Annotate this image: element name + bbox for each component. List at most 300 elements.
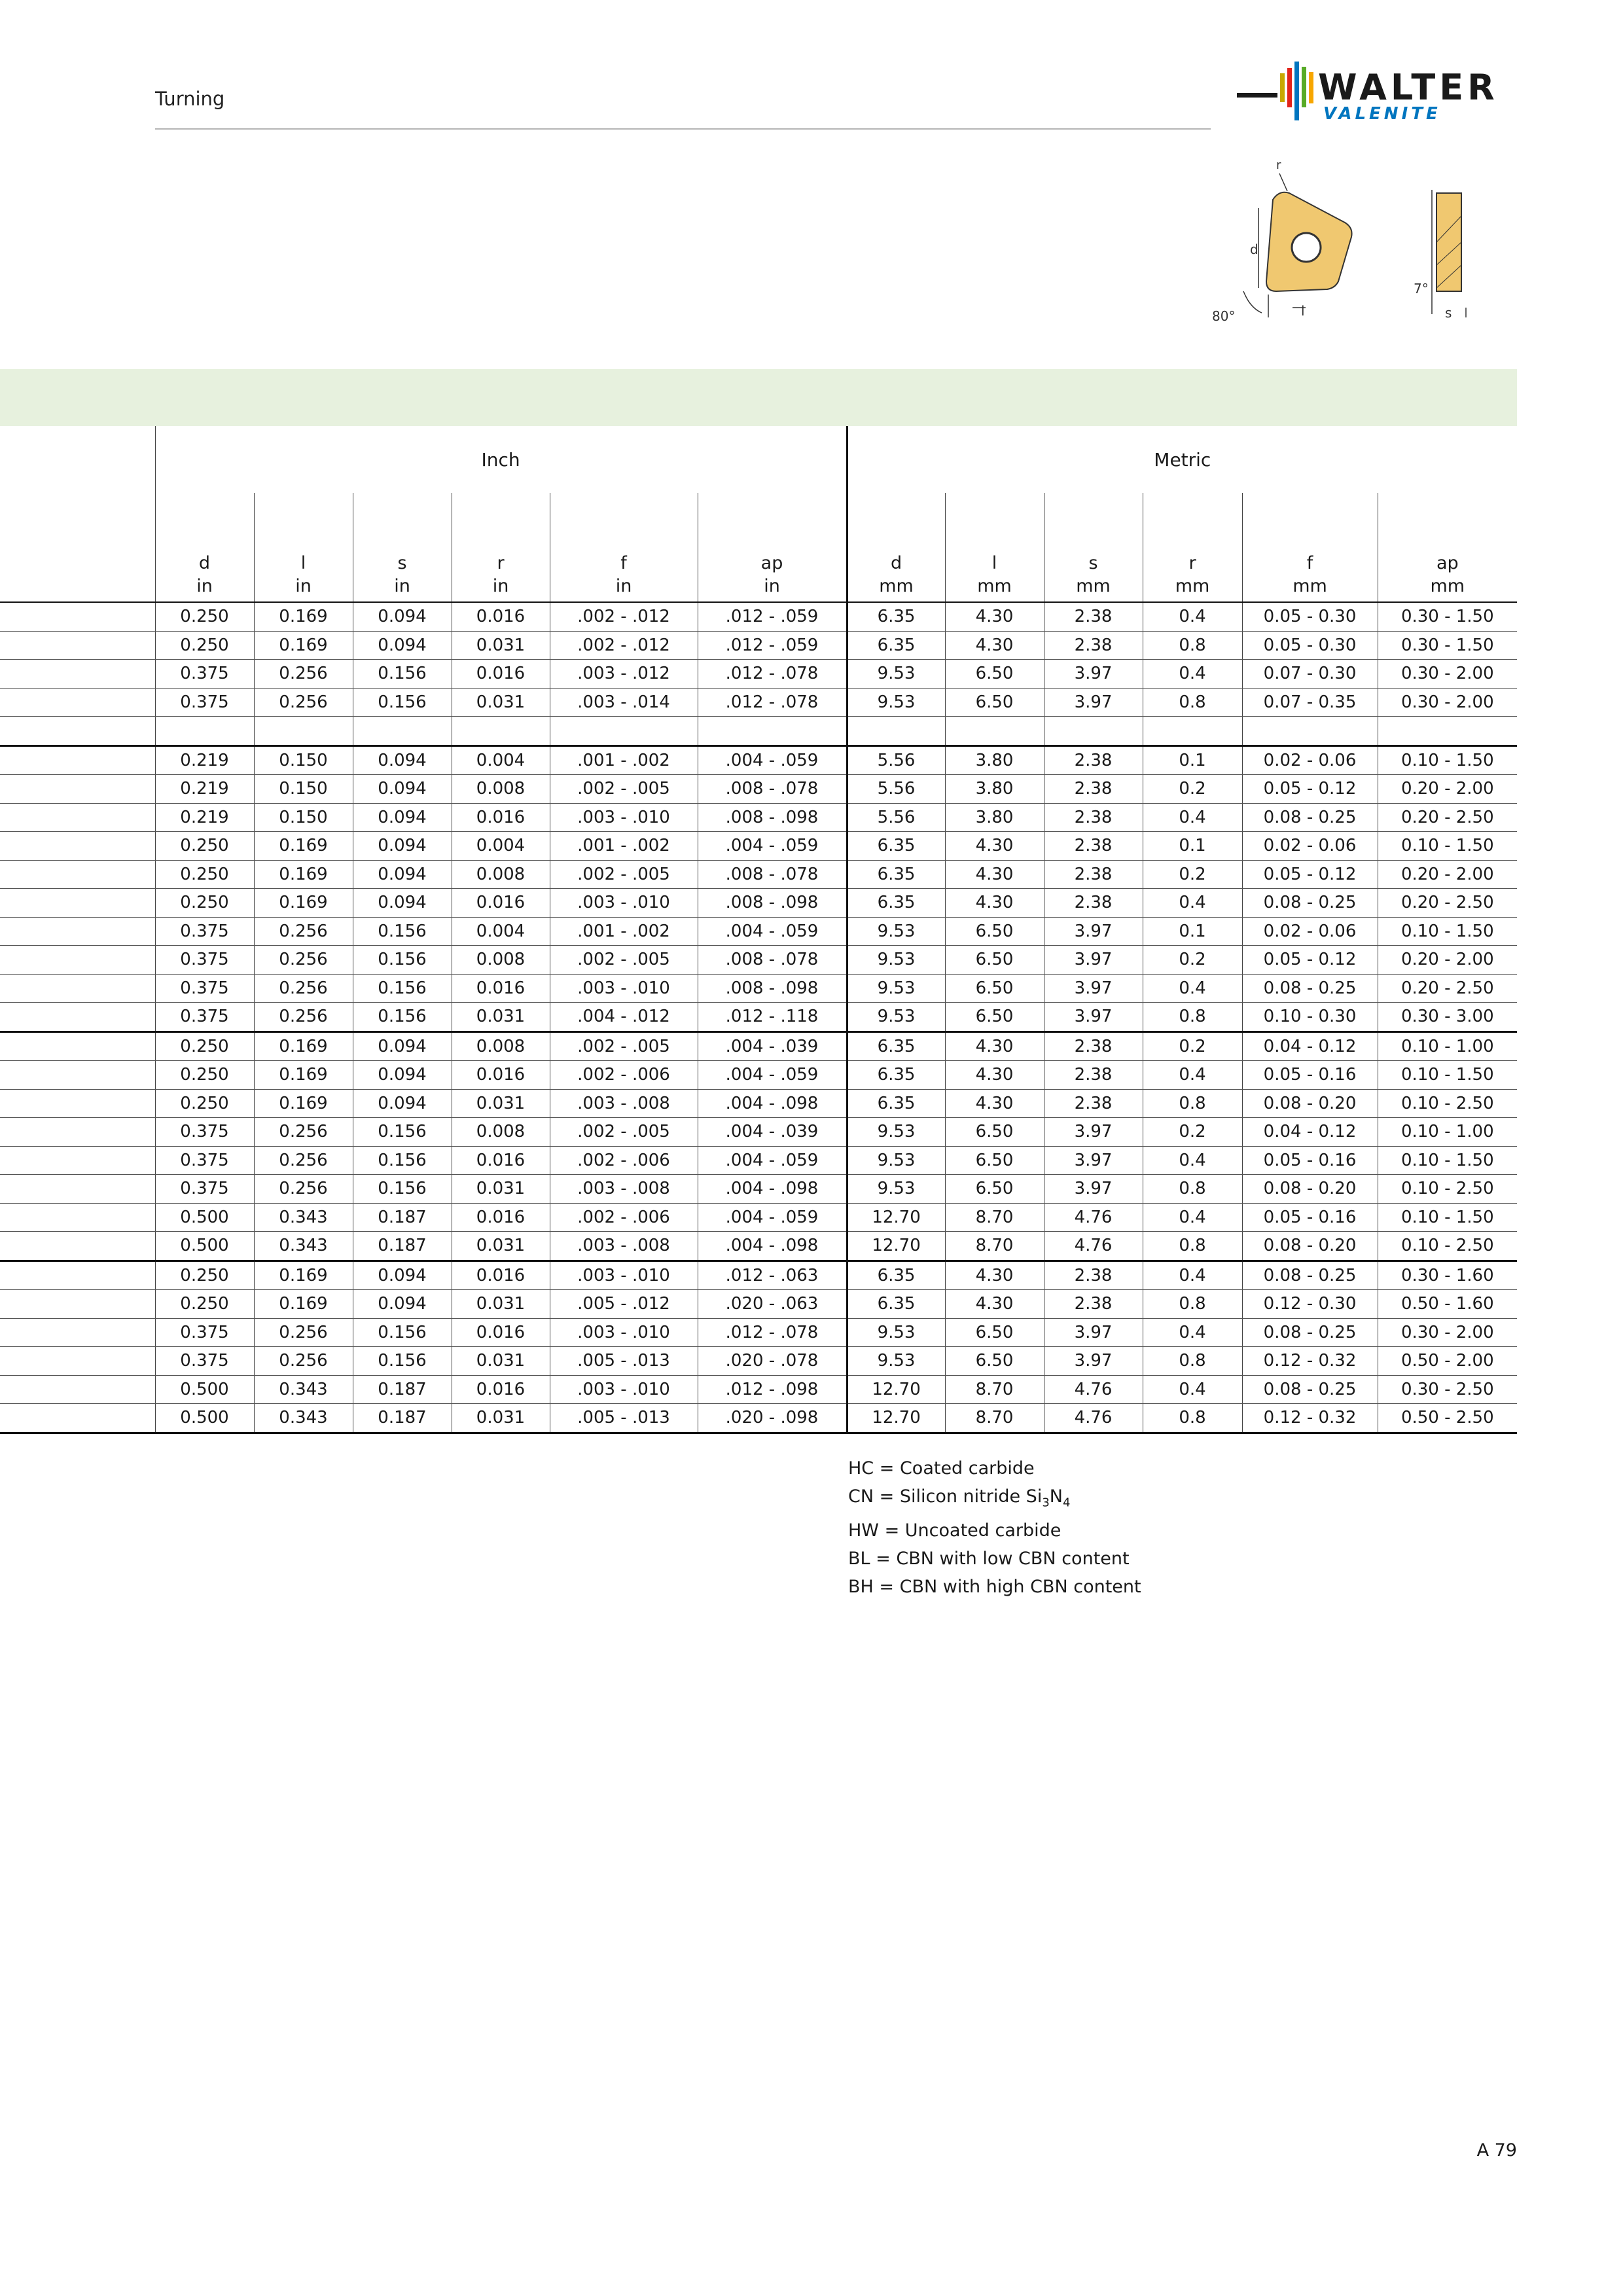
row-designation-cell <box>0 1318 155 1347</box>
table-cell: 0.2 <box>1143 860 1242 889</box>
table-cell <box>1143 717 1242 746</box>
table-cell: .004 - .039 <box>698 1031 847 1061</box>
table-cell: 0.094 <box>353 1261 452 1290</box>
table-cell: .012 - .078 <box>698 688 847 717</box>
table-cell: 0.016 <box>452 1146 550 1175</box>
table-cell: 0.12 - 0.32 <box>1242 1347 1378 1376</box>
column-header-d-in: d in <box>155 493 254 602</box>
table-cell: .003 - .010 <box>550 889 698 918</box>
table-cell <box>353 717 452 746</box>
table-cell: .001 - .002 <box>550 745 698 775</box>
table-cell: 0.30 - 1.60 <box>1378 1261 1517 1290</box>
table-cell: 0.156 <box>353 1003 452 1032</box>
table-cell: 0.20 - 2.50 <box>1378 803 1517 832</box>
table-cell: 3.97 <box>1044 1118 1143 1147</box>
table-cell: 4.30 <box>945 602 1044 631</box>
table-cell: 8.70 <box>945 1232 1044 1261</box>
table-cell: .002 - .005 <box>550 860 698 889</box>
row-designation-cell <box>0 1146 155 1175</box>
table-cell: 8.70 <box>945 1404 1044 1433</box>
row-designation-cell <box>0 803 155 832</box>
table-cell: 0.256 <box>254 1347 353 1376</box>
table-row <box>0 660 1517 689</box>
table-cell: 6.50 <box>945 1146 1044 1175</box>
table-cell: 0.1 <box>1143 917 1242 946</box>
table-cell: 0.169 <box>254 1031 353 1061</box>
radius-pointer <box>1279 173 1287 191</box>
row-designation-cell <box>0 889 155 918</box>
table-cell: 3.80 <box>945 775 1044 804</box>
table-cell: 0.094 <box>353 832 452 861</box>
table-row <box>0 974 1517 1003</box>
table-cell: 0.008 <box>452 1118 550 1147</box>
table-cell: 3.97 <box>1044 688 1143 717</box>
table-cell: 0.375 <box>155 1347 254 1376</box>
table-cell: 0.4 <box>1143 1261 1242 1290</box>
table-cell: 9.53 <box>847 1318 945 1347</box>
column-header-s-mm: s mm <box>1044 493 1143 602</box>
table-cell: .012 - .059 <box>698 602 847 631</box>
table-cell: 9.53 <box>847 1118 945 1147</box>
row-designation-cell <box>0 1118 155 1147</box>
table-cell: 0.031 <box>452 1290 550 1319</box>
table-cell: .008 - .078 <box>698 860 847 889</box>
table-cell: 2.38 <box>1044 1261 1143 1290</box>
table-cell: 0.07 - 0.30 <box>1242 660 1378 689</box>
column-header-l-mm: l mm <box>945 493 1044 602</box>
table-cell: 0.08 - 0.25 <box>1242 803 1378 832</box>
table-cell: 0.08 - 0.25 <box>1242 889 1378 918</box>
row-designation-cell <box>0 688 155 717</box>
column-header-ap-mm: ap mm <box>1378 493 1517 602</box>
table-cell: 0.20 - 2.00 <box>1378 860 1517 889</box>
table-cell: 0.187 <box>353 1404 452 1433</box>
legend-bl: BL = CBN with low CBN content <box>848 1549 1130 1570</box>
table-cell: 2.38 <box>1044 1290 1143 1319</box>
table-cell: .004 - .098 <box>698 1232 847 1261</box>
table-cell: 0.2 <box>1143 946 1242 975</box>
header-divider <box>155 128 1211 130</box>
table-cell: 6.50 <box>945 1003 1044 1032</box>
table-cell: 0.156 <box>353 1347 452 1376</box>
table-cell: 0.08 - 0.20 <box>1242 1232 1378 1261</box>
legend-hw: HW = Uncoated carbide <box>848 1520 1061 1541</box>
table-cell <box>945 717 1044 746</box>
table-cell: 12.70 <box>847 1375 945 1404</box>
table-cell: 0.05 - 0.30 <box>1242 631 1378 660</box>
row-designation-cell <box>0 602 155 631</box>
table-cell: 0.50 - 2.00 <box>1378 1347 1517 1376</box>
table-cell <box>847 717 945 746</box>
table-cell: 0.4 <box>1143 803 1242 832</box>
table-row <box>0 1003 1517 1032</box>
table-cell: 0.187 <box>353 1232 452 1261</box>
table-cell: 0.30 - 2.50 <box>1378 1375 1517 1404</box>
table-cell: 0.169 <box>254 889 353 918</box>
table-row <box>0 1318 1517 1347</box>
table-cell: .005 - .012 <box>550 1290 698 1319</box>
logo-word-valenite: VALENITE <box>1323 104 1441 124</box>
logo-bar-red <box>1287 68 1292 107</box>
table-cell: .003 - .010 <box>550 974 698 1003</box>
table-cell: .012 - .059 <box>698 631 847 660</box>
table-cell <box>155 717 254 746</box>
table-cell: 6.50 <box>945 660 1044 689</box>
table-cell: 0.375 <box>155 1118 254 1147</box>
table-cell: 0.169 <box>254 1290 353 1319</box>
table-cell: 0.4 <box>1143 1146 1242 1175</box>
table-cell: 0.50 - 1.60 <box>1378 1290 1517 1319</box>
table-cell: 0.250 <box>155 860 254 889</box>
column-header-r-in: r in <box>452 493 550 602</box>
table-cell: 3.97 <box>1044 974 1143 1003</box>
table-cell: 0.375 <box>155 1175 254 1204</box>
row-designation-cell <box>0 974 155 1003</box>
table-row <box>0 1347 1517 1376</box>
table-cell: 0.500 <box>155 1404 254 1433</box>
table-row <box>0 803 1517 832</box>
table-cell: 0.4 <box>1143 1318 1242 1347</box>
table-row <box>0 946 1517 975</box>
logo-bar-gold <box>1280 73 1285 102</box>
table-cell: 0.8 <box>1143 1290 1242 1319</box>
table-cell: 0.219 <box>155 745 254 775</box>
column-header-f-mm: f mm <box>1242 493 1378 602</box>
table-row <box>0 1203 1517 1232</box>
row-designation-cell <box>0 1290 155 1319</box>
table-cell: 0.156 <box>353 974 452 1003</box>
section-band <box>0 369 1517 426</box>
table-cell: 4.76 <box>1044 1203 1143 1232</box>
table-cell: 0.256 <box>254 1146 353 1175</box>
table-cell: .002 - .006 <box>550 1203 698 1232</box>
table-cell: 0.20 - 2.50 <box>1378 974 1517 1003</box>
table-cell: .003 - .010 <box>550 1375 698 1404</box>
table-cell: 2.38 <box>1044 602 1143 631</box>
table-cell: .004 - .098 <box>698 1089 847 1118</box>
table-cell: 0.375 <box>155 974 254 1003</box>
table-cell: 0.016 <box>452 1375 550 1404</box>
table-cell: 0.05 - 0.16 <box>1242 1146 1378 1175</box>
table-cell: .004 - .059 <box>698 745 847 775</box>
table-cell: 6.35 <box>847 889 945 918</box>
table-cell: 0.4 <box>1143 660 1242 689</box>
table-cell: 0.008 <box>452 1031 550 1061</box>
table-cell: 0.05 - 0.12 <box>1242 775 1378 804</box>
table-cell: 0.256 <box>254 660 353 689</box>
table-cell: 0.156 <box>353 688 452 717</box>
table-row <box>0 1290 1517 1319</box>
group-header-inch: Inch <box>155 426 847 493</box>
table-cell: 0.4 <box>1143 974 1242 1003</box>
table-cell: .003 - .010 <box>550 1261 698 1290</box>
table-cell: 0.256 <box>254 1118 353 1147</box>
row-designation-cell <box>0 775 155 804</box>
table-cell: 9.53 <box>847 688 945 717</box>
table-cell: 0.08 - 0.20 <box>1242 1089 1378 1118</box>
table-cell: 0.094 <box>353 745 452 775</box>
table-cell: 0.08 - 0.20 <box>1242 1175 1378 1204</box>
logo-bar-black <box>1237 93 1277 98</box>
table-cell: 0.250 <box>155 1089 254 1118</box>
table-cell: 0.343 <box>254 1203 353 1232</box>
table-cell: 0.10 - 1.50 <box>1378 917 1517 946</box>
table-cell: 0.02 - 0.06 <box>1242 917 1378 946</box>
table-cell: 0.250 <box>155 1290 254 1319</box>
table-cell: 6.35 <box>847 1031 945 1061</box>
table-cell: 0.4 <box>1143 1203 1242 1232</box>
table-cell: 3.97 <box>1044 1175 1143 1204</box>
column-header-r-mm: r mm <box>1143 493 1242 602</box>
table-cell: .012 - .078 <box>698 660 847 689</box>
row-designation-cell <box>0 1175 155 1204</box>
table-cell: 0.05 - 0.12 <box>1242 946 1378 975</box>
table-cell: 0.150 <box>254 803 353 832</box>
table-cell: 0.250 <box>155 832 254 861</box>
table-cell: 0.008 <box>452 860 550 889</box>
table-cell: 9.53 <box>847 660 945 689</box>
table-cell: 2.38 <box>1044 1061 1143 1090</box>
table-cell: 6.50 <box>945 688 1044 717</box>
table-cell: 0.008 <box>452 946 550 975</box>
row-designation-cell <box>0 1261 155 1290</box>
table-cell: 0.30 - 2.00 <box>1378 688 1517 717</box>
table-cell: 0.30 - 1.50 <box>1378 631 1517 660</box>
table-cell: 2.38 <box>1044 745 1143 775</box>
table-cell: 0.256 <box>254 946 353 975</box>
table-row <box>0 631 1517 660</box>
row-designation-cell <box>0 1003 155 1032</box>
table-cell: 0.2 <box>1143 1031 1242 1061</box>
table-cell: 4.76 <box>1044 1375 1143 1404</box>
table-cell: 6.50 <box>945 974 1044 1003</box>
table-cell: 0.219 <box>155 803 254 832</box>
table-row <box>0 602 1517 631</box>
table-cell: 0.004 <box>452 745 550 775</box>
table-cell: 0.250 <box>155 602 254 631</box>
table-cell: 0.05 - 0.16 <box>1242 1203 1378 1232</box>
table-cell: 0.343 <box>254 1232 353 1261</box>
table-cell <box>550 717 698 746</box>
table-cell: 0.156 <box>353 1175 452 1204</box>
table-cell: 6.35 <box>847 602 945 631</box>
table-cell: 9.53 <box>847 1003 945 1032</box>
table-cell <box>1044 717 1143 746</box>
table-cell: 6.35 <box>847 631 945 660</box>
column-header-l-in: l in <box>254 493 353 602</box>
table-cell: 6.35 <box>847 1089 945 1118</box>
table-cell: 0.30 - 1.50 <box>1378 602 1517 631</box>
table-cell: 9.53 <box>847 946 945 975</box>
table-cell: 0.150 <box>254 745 353 775</box>
table-cell: .012 - .063 <box>698 1261 847 1290</box>
table-cell: 0.250 <box>155 889 254 918</box>
table-row <box>0 1118 1517 1147</box>
table-cell: 0.05 - 0.30 <box>1242 602 1378 631</box>
table-row <box>0 889 1517 918</box>
table-cell: 0.156 <box>353 1318 452 1347</box>
row-designation-cell <box>0 1232 155 1261</box>
table-cell: 0.256 <box>254 974 353 1003</box>
table-cell: 0.20 - 2.00 <box>1378 775 1517 804</box>
legend-hc: HC = Coated carbide <box>848 1458 1035 1479</box>
table-cell: 2.38 <box>1044 803 1143 832</box>
table-cell: 0.02 - 0.06 <box>1242 832 1378 861</box>
table-cell: 9.53 <box>847 1347 945 1376</box>
row-designation-cell <box>0 717 155 746</box>
table-group-spacer <box>0 426 155 493</box>
table-cell: 0.10 - 2.50 <box>1378 1232 1517 1261</box>
table-cell: .004 - .059 <box>698 1061 847 1090</box>
table-cell: 0.187 <box>353 1203 452 1232</box>
table-cell: 0.150 <box>254 775 353 804</box>
table-cell: .003 - .008 <box>550 1089 698 1118</box>
table-cell: 0.031 <box>452 631 550 660</box>
table-cell: 3.80 <box>945 803 1044 832</box>
table-cell: 0.20 - 2.00 <box>1378 946 1517 975</box>
table-cell: 0.156 <box>353 917 452 946</box>
table-cell: 0.10 - 1.50 <box>1378 832 1517 861</box>
table-cell: 0.08 - 0.25 <box>1242 974 1378 1003</box>
table-cell: 0.169 <box>254 1061 353 1090</box>
table-cell: 0.08 - 0.25 <box>1242 1375 1378 1404</box>
table-cell: 9.53 <box>847 1146 945 1175</box>
table-cell: 0.10 - 1.50 <box>1378 1146 1517 1175</box>
table-cell: 2.38 <box>1044 889 1143 918</box>
table-cell: 4.30 <box>945 889 1044 918</box>
table-cell: 0.8 <box>1143 1175 1242 1204</box>
table-cell: 0.8 <box>1143 1347 1242 1376</box>
table-cell: 8.70 <box>945 1375 1044 1404</box>
table-cell: .002 - .005 <box>550 946 698 975</box>
table-cell: 0.10 - 1.50 <box>1378 1061 1517 1090</box>
table-cell: 0.10 - 2.50 <box>1378 1175 1517 1204</box>
table-cell: 0.004 <box>452 832 550 861</box>
table-cell: .003 - .012 <box>550 660 698 689</box>
table-row <box>0 1175 1517 1204</box>
table-cell: 6.50 <box>945 1118 1044 1147</box>
table-cell: 0.500 <box>155 1232 254 1261</box>
legend-bh: BH = CBN with high CBN content <box>848 1577 1141 1598</box>
table-cell: .002 - .005 <box>550 775 698 804</box>
table-cell: 0.10 - 1.00 <box>1378 1118 1517 1147</box>
row-designation-cell <box>0 1089 155 1118</box>
table-cell: 2.38 <box>1044 860 1143 889</box>
label-d: d <box>1250 242 1258 257</box>
table-cell: 6.35 <box>847 1261 945 1290</box>
table-cell: 0.094 <box>353 775 452 804</box>
column-header-spacer <box>0 493 155 602</box>
table-cell: 0.169 <box>254 860 353 889</box>
table-cell: 2.38 <box>1044 832 1143 861</box>
table-cell: .020 - .098 <box>698 1404 847 1433</box>
table-cell: 0.375 <box>155 1146 254 1175</box>
table-row <box>0 1375 1517 1404</box>
table-cell: 0.031 <box>452 1003 550 1032</box>
table-cell: 0.10 - 1.50 <box>1378 1203 1517 1232</box>
table-cell: 0.031 <box>452 1232 550 1261</box>
table-cell: 8.70 <box>945 1203 1044 1232</box>
table-cell: 3.97 <box>1044 1318 1143 1347</box>
table-cell: 12.70 <box>847 1232 945 1261</box>
table-cell <box>254 717 353 746</box>
table-cell: 0.031 <box>452 1347 550 1376</box>
table-body <box>0 602 1517 1433</box>
row-designation-cell <box>0 1375 155 1404</box>
row-designation-cell <box>0 860 155 889</box>
page-number: A 79 <box>1476 2140 1517 2161</box>
table-cell: .012 - .098 <box>698 1375 847 1404</box>
table-cell: 2.38 <box>1044 775 1143 804</box>
table-cell: .004 - .059 <box>698 832 847 861</box>
walter-valenite-logo <box>1237 62 1520 134</box>
table-cell: 3.97 <box>1044 1003 1143 1032</box>
table-cell: 0.156 <box>353 946 452 975</box>
table-cell: 6.50 <box>945 946 1044 975</box>
table-cell: 0.156 <box>353 1118 452 1147</box>
table-cell: 6.50 <box>945 917 1044 946</box>
table-cell: 0.10 - 0.30 <box>1242 1003 1378 1032</box>
table-cell: 4.30 <box>945 1089 1044 1118</box>
table-row <box>0 688 1517 717</box>
table-cell: .004 - .098 <box>698 1175 847 1204</box>
row-designation-cell <box>0 946 155 975</box>
table-cell <box>1378 717 1517 746</box>
row-designation-cell <box>0 1404 155 1433</box>
table-cell: 0.187 <box>353 1375 452 1404</box>
specification-table <box>0 426 1517 1434</box>
table-cell: 0.10 - 1.00 <box>1378 1031 1517 1061</box>
table-cell: 0.031 <box>452 1089 550 1118</box>
table-cell: 0.256 <box>254 688 353 717</box>
table-cell: .008 - .078 <box>698 775 847 804</box>
legend-cn: CN = Silicon nitride $Si_3N_4$ <box>848 1486 1071 1510</box>
table-cell: 0.008 <box>452 775 550 804</box>
table-cell: 0.2 <box>1143 1118 1242 1147</box>
table-cell: 4.30 <box>945 631 1044 660</box>
table-cell: 0.8 <box>1143 1232 1242 1261</box>
table-cell: .005 - .013 <box>550 1347 698 1376</box>
table-cell: 6.35 <box>847 832 945 861</box>
table-cell: 0.094 <box>353 1089 452 1118</box>
table-cell: 6.50 <box>945 1347 1044 1376</box>
table-cell: 0.094 <box>353 1061 452 1090</box>
table-row <box>0 1146 1517 1175</box>
table-cell: 0.10 - 1.50 <box>1378 745 1517 775</box>
insert-diagram <box>1185 151 1492 340</box>
table-cell: 5.56 <box>847 775 945 804</box>
label-r: r <box>1276 158 1281 172</box>
table-cell: 0.256 <box>254 1175 353 1204</box>
table-row <box>0 717 1517 746</box>
table-cell: 0.094 <box>353 602 452 631</box>
table-cell: 0.250 <box>155 631 254 660</box>
table-cell: 6.50 <box>945 1175 1044 1204</box>
table-row <box>0 917 1517 946</box>
table-cell: 2.38 <box>1044 1089 1143 1118</box>
table-cell: .003 - .008 <box>550 1175 698 1204</box>
column-header-s-in: s in <box>353 493 452 602</box>
table-cell: 9.53 <box>847 917 945 946</box>
table-cell: .001 - .002 <box>550 832 698 861</box>
table-cell: 0.10 - 2.50 <box>1378 1089 1517 1118</box>
table-cell: 0.04 - 0.12 <box>1242 1031 1378 1061</box>
table-cell: 0.05 - 0.16 <box>1242 1061 1378 1090</box>
table-cell: 0.094 <box>353 889 452 918</box>
table-cell: .012 - .118 <box>698 1003 847 1032</box>
table-cell: 0.375 <box>155 1318 254 1347</box>
table-cell: 0.169 <box>254 631 353 660</box>
